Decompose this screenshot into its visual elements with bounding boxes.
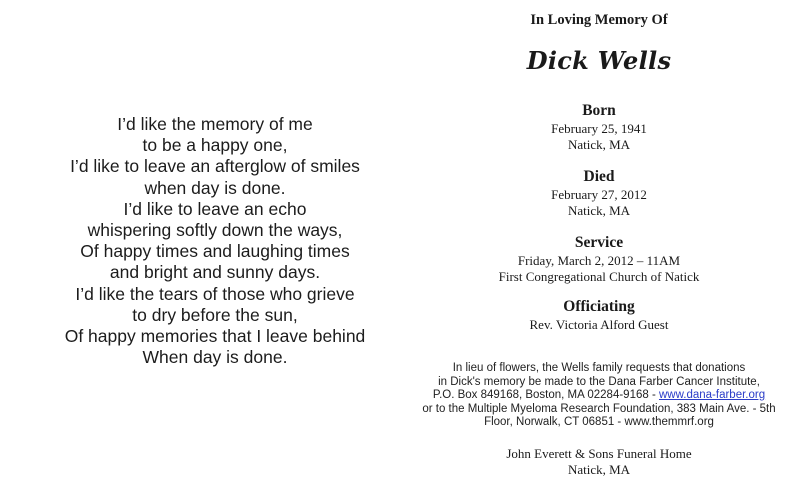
poem-line: Of happy times and laughing times bbox=[80, 241, 350, 262]
officiating-label: Officiating bbox=[563, 298, 635, 315]
born-label: Born bbox=[582, 102, 616, 119]
died-section bbox=[420, 167, 778, 219]
memory-heading: In Loving Memory Of bbox=[530, 12, 668, 28]
died-date: February 27, 2012 bbox=[551, 187, 647, 202]
poem-line: whispering softly down the ways, bbox=[87, 220, 343, 241]
born-place: Natick, MA bbox=[567, 137, 631, 152]
dana-farber-link[interactable]: www.dana-farber.org bbox=[658, 389, 766, 402]
poem-line: I’d like the tears of those who grieve bbox=[75, 283, 355, 304]
notice-line: In lieu of flowers, the Wells family requests that donations bbox=[452, 362, 746, 374]
service-date: Friday, March 2, 2012 – 11AM bbox=[517, 253, 681, 268]
poem-line: I’d like to leave an echo bbox=[123, 198, 307, 219]
poem-line: and bright and sunny days. bbox=[109, 262, 321, 283]
poem-line: When day is done. bbox=[142, 347, 288, 368]
poem bbox=[30, 114, 400, 368]
deceased-name: Dick Wells bbox=[526, 46, 672, 75]
poem-line: to dry before the sun, bbox=[132, 304, 298, 325]
notice-address: P.O. Box 849168, Boston, MA 02284-9168 - bbox=[432, 389, 659, 402]
poem-line: when day is done. bbox=[144, 177, 286, 198]
born-date: February 25, 1941 bbox=[551, 121, 647, 136]
funeral-home-name: John Everett & Sons Funeral Home bbox=[506, 446, 692, 461]
funeral-home bbox=[420, 446, 778, 477]
donation-notice bbox=[420, 362, 778, 430]
notice-line: or to the Multiple Myeloma Research Foundation, 383 Main Ave. - 5th bbox=[422, 402, 776, 415]
poem-line: Of happy memories that I leave behind bbox=[64, 326, 366, 347]
service-section bbox=[420, 233, 778, 285]
funeral-home-place: Natick, MA bbox=[567, 461, 631, 477]
poem-line: to be a happy one, bbox=[142, 135, 288, 156]
poem-line: I’d like to leave an afterglow of smiles bbox=[70, 156, 360, 177]
died-label: Died bbox=[583, 168, 615, 185]
poem-line: I’d like the memory of me bbox=[117, 114, 313, 134]
service-place: First Congregational Church of Natick bbox=[498, 269, 700, 284]
born-section bbox=[420, 101, 778, 153]
officiant-name: Rev. Victoria Alford Guest bbox=[529, 317, 669, 332]
notice-line bbox=[420, 389, 778, 403]
notice-line: Floor, Norwalk, CT 06851 - www.themmrf.org bbox=[484, 416, 714, 429]
notice-line: in Dick's memory be made to the Dana Farber Cancer Institute, bbox=[438, 375, 760, 388]
died-place: Natick, MA bbox=[567, 203, 631, 218]
service-label: Service bbox=[574, 234, 624, 251]
officiating-section bbox=[420, 297, 778, 333]
